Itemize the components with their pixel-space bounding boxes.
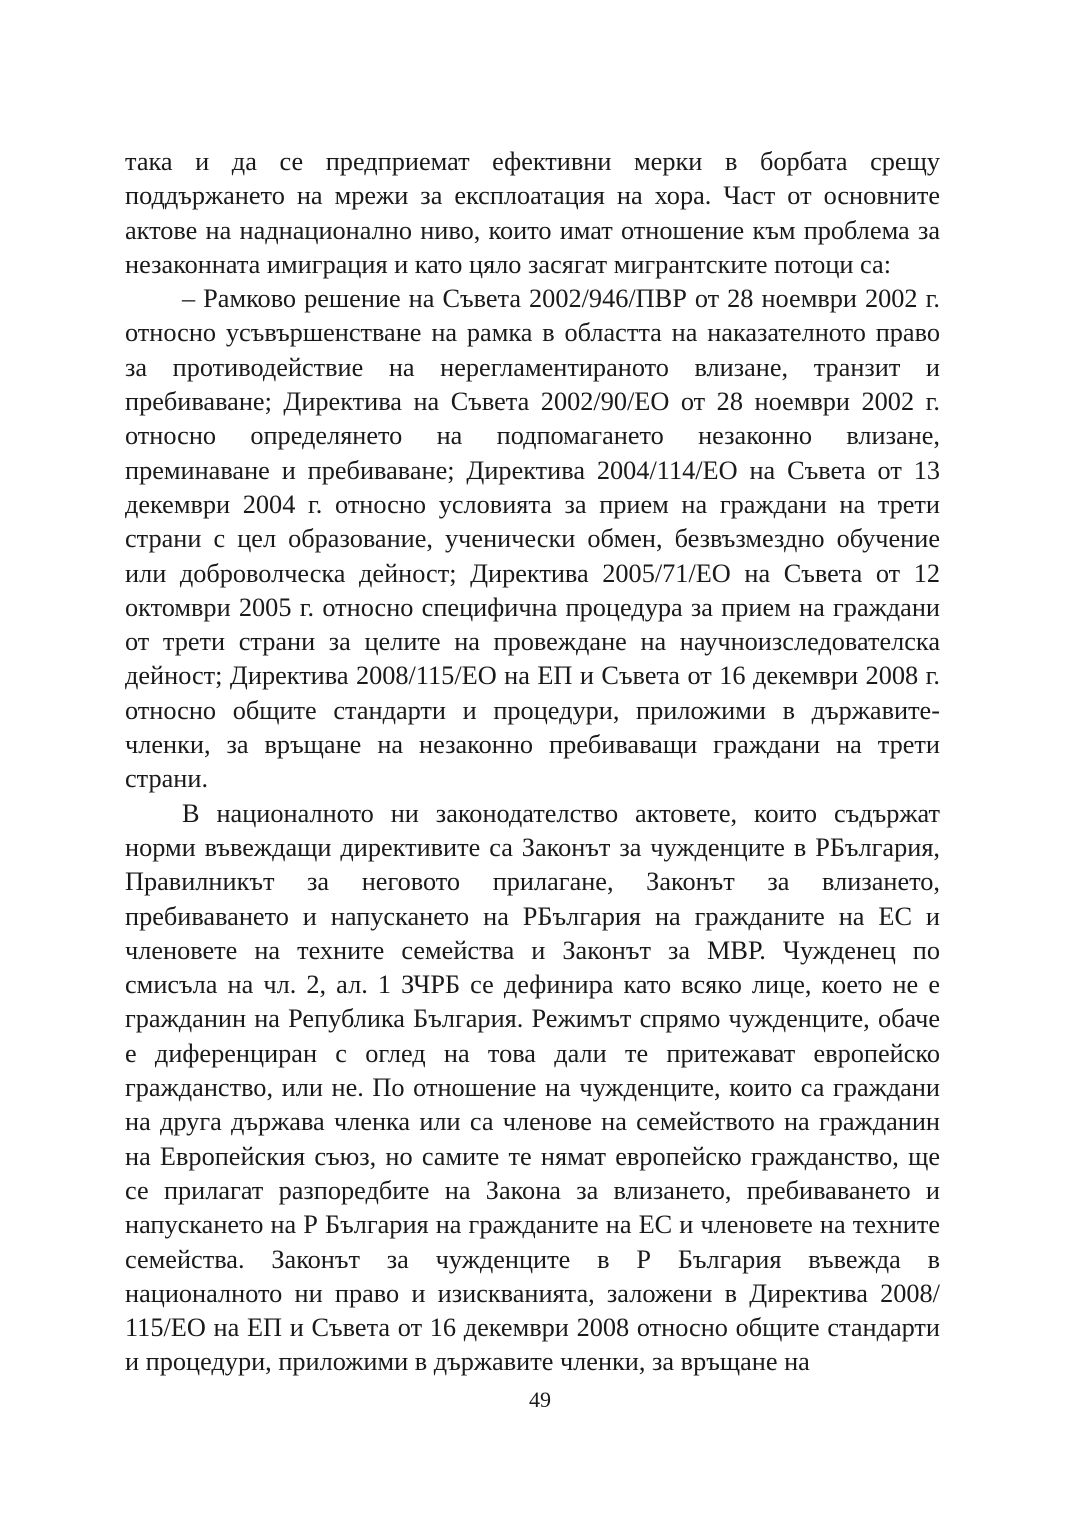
paragraph-eu-acts: – Рамково решение на Съвета 2002/946/ПВР от 28 ноември 2002 г. относно усъвършенстване на рамка в областта на наказателното право за противодействие на нерегламентираното влизане, транзит и пребиваване; Директива на Съвета 2002/90/ЕО от 28 ноември 2002 г. относно определянето на подпомагането незаконно влизане, преминаване и пребиваване; Директива 2004/114/ЕО на Съвета от 13 декември 2004 г. относно условията за прием на граждани на трети страни с цел образование, ученически обмен, безвъзмездно обучение или доброволческа дейност; Директива 2005/71/ЕО на Съвета от 12 октомври 2005 г. относно специфична процедура за прием на граждани от трети страни за целите на провеждане на научноизследователска дейност; Директива 2008/115/ЕО на ЕП и Съвета от 16 декември 2008 г. относно общите стандарти и процедури, приложими в държавите-членки, за връщане на незаконно пребиваващи граждани на трети страни. bbox=[125, 284, 940, 794]
page-number: 49 bbox=[529, 1387, 551, 1412]
paragraph-intro: така и да се предприемат ефективни мерки в борбата срещу поддържането на мрежи за експлоатация на хора. Част от основните актове на наднационално ниво, които имат отношение към проблема за незаконната имиграция и като цяло засягат мигрантските потоци са: bbox=[125, 147, 940, 279]
page-body bbox=[125, 145, 940, 1380]
paragraph-national-law: В националното ни законодателство актовете, които съдържат норми въвеждащи директивите са Законът за чужденците в РБългария, Правилникът за неговото прилагане, Законът за влизането, пребиваването и напускането на РБългария на гражданите на ЕС и членовете на техните семейства и Законът за МВР. Чужденец по смисъла на чл. 2, ал. 1 ЗЧРБ се дефинира като всяко лице, което не е гражданин на Република България. Режимът спрямо чужденците, обаче е диференциран с оглед на това дали те притежават европейско гражданство, или не. По отношение на чужденците, които са граждани на друга държава членка или са членове на семейството на гражданин на Европейския съюз, но самите те нямат европейско гражданство, ще се прилагат разпоредбите на Закона за влизането, пребиваването и напускането на Р България на гражданите на ЕС и членовете на техните семейства. Законът за чужденците в Р България въвежда в националното ни право и изискванията, заложени в Директива 2008/​115/ЕО на ЕП и Съвета от 16 декември 2008 относно общите стандарти и процедури, приложими в държавите членки, за връщане на bbox=[125, 798, 940, 1377]
